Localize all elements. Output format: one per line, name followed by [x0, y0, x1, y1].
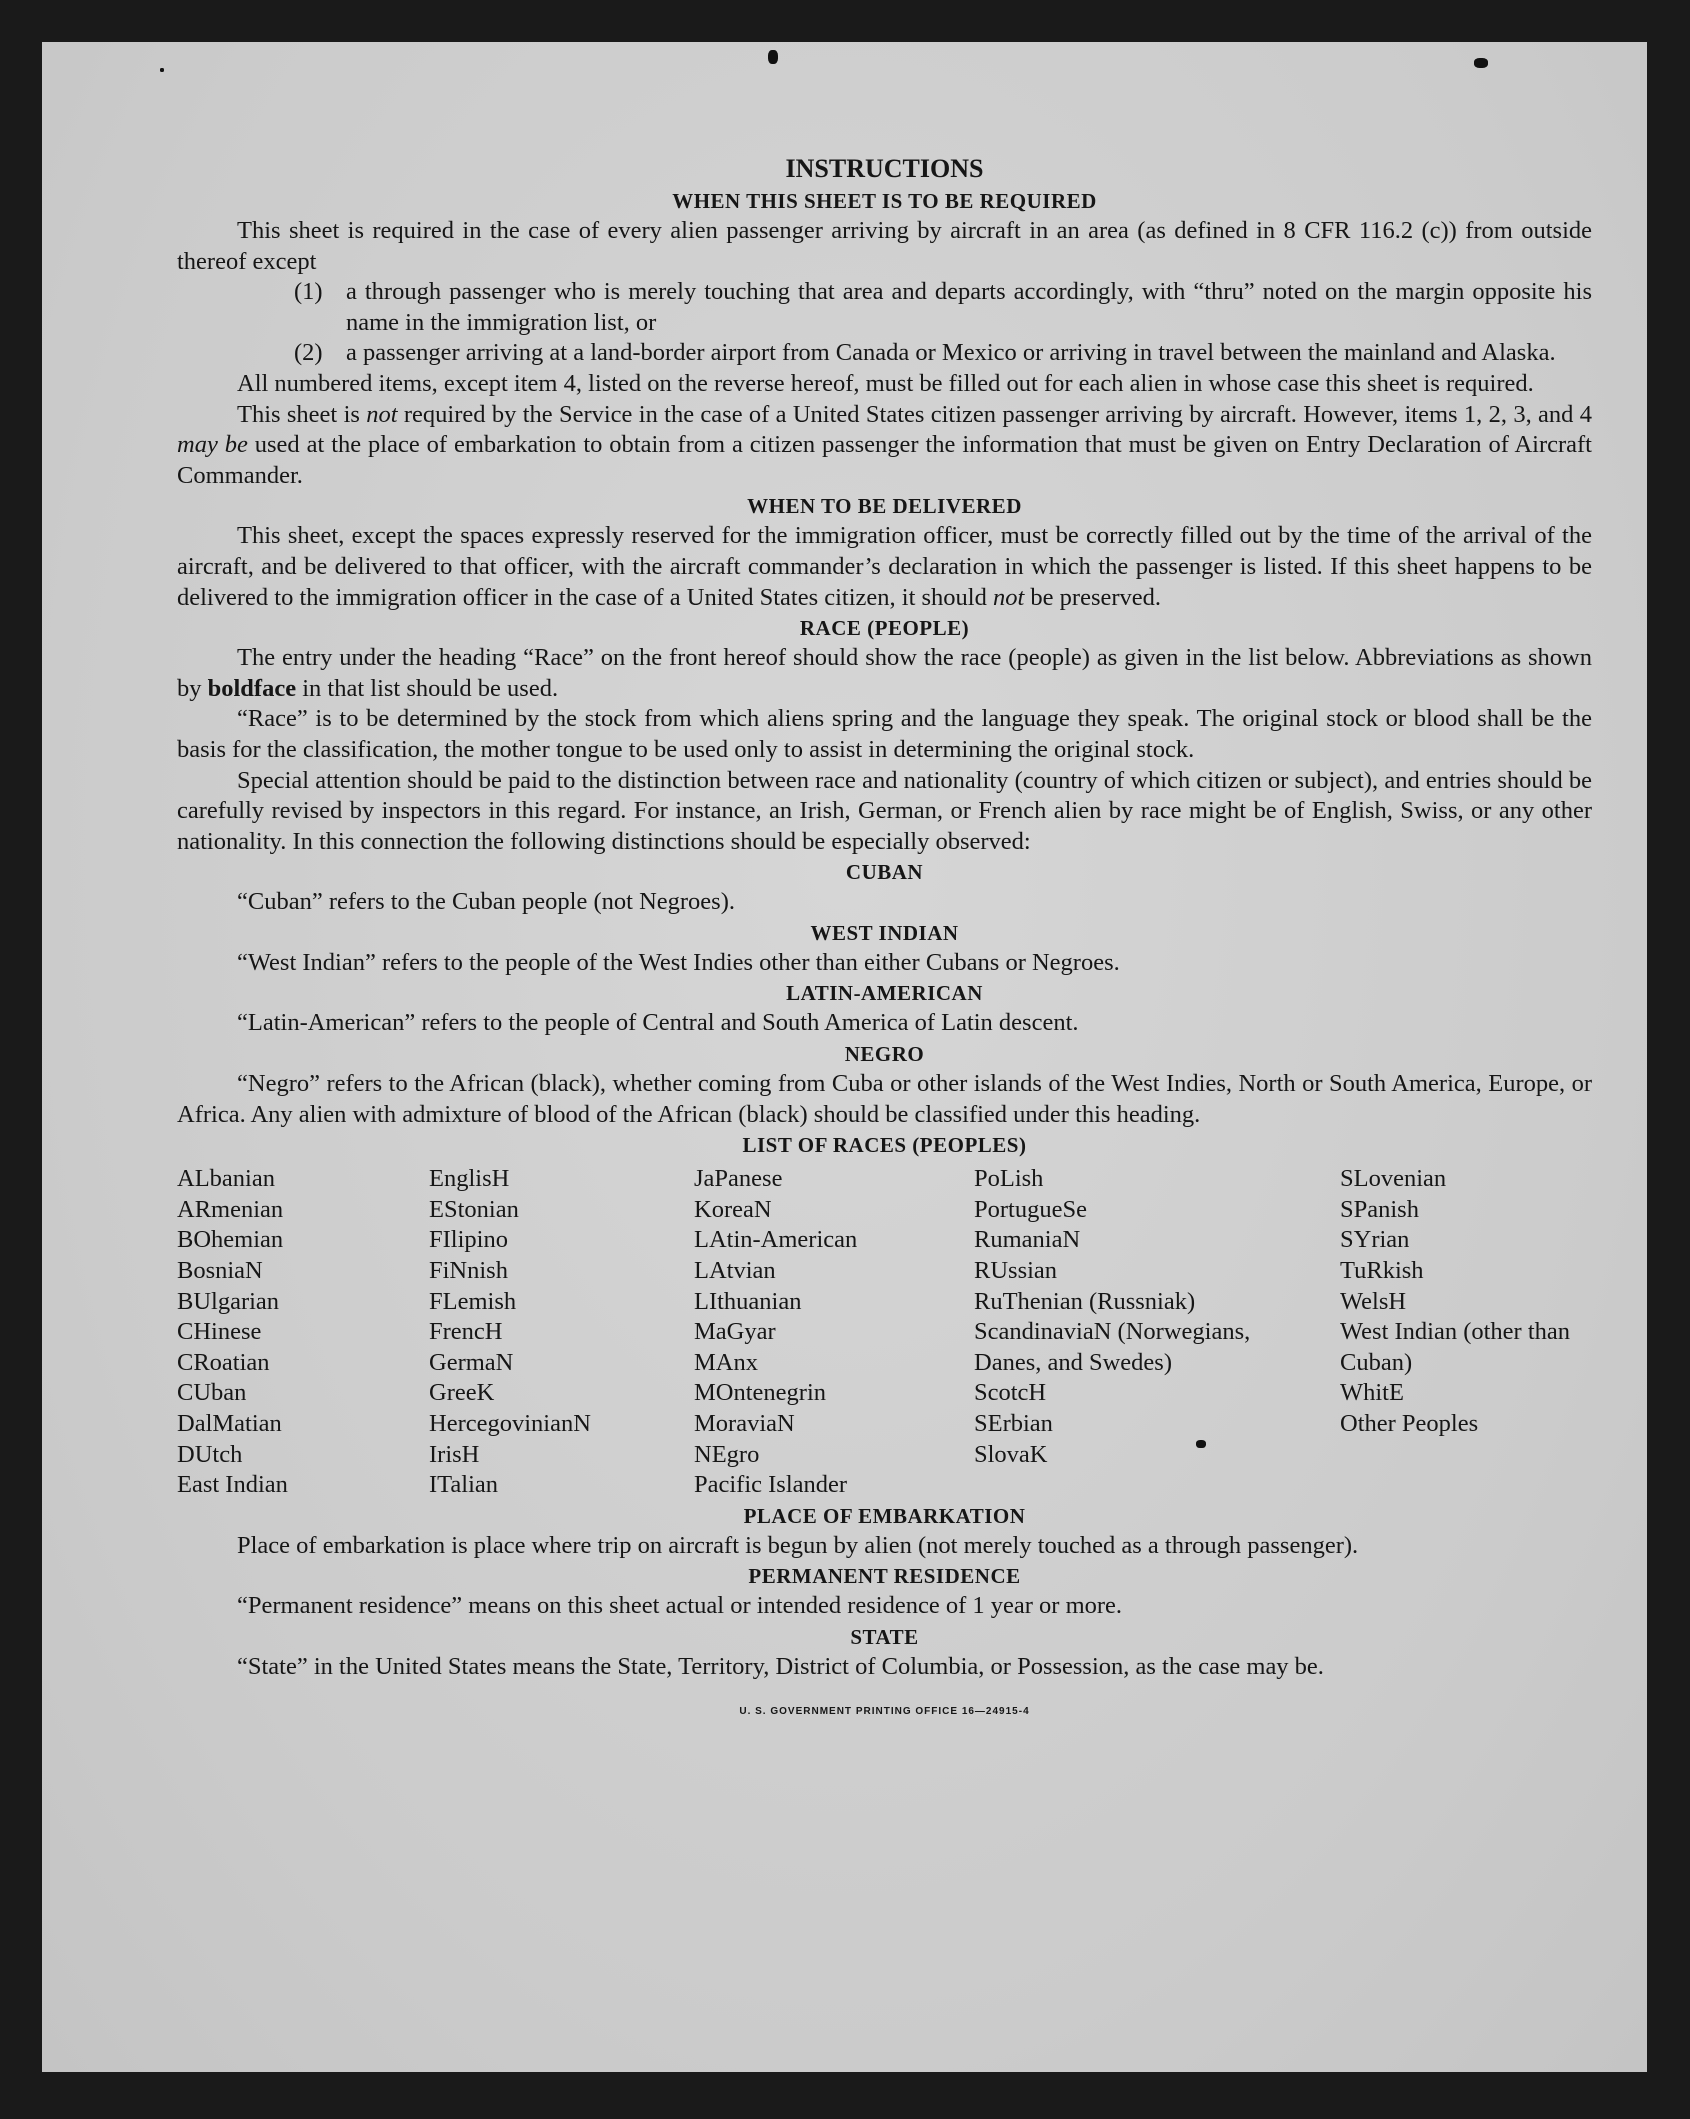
race-entry: Pacific Islander [694, 1471, 848, 1499]
race-entry: FLemish [429, 1287, 517, 1315]
race-entry: MAnx [694, 1348, 758, 1376]
negro-text: “Negro” refers to the African (black), whether coming from Cuba or other islands of the West Indies, North or South America, Europe, or Africa. Any alien with admixture of blood of the African (black) should be classified under this heading. [177, 1070, 1592, 1128]
exception-item-1 [177, 277, 1592, 338]
ink-speck [160, 68, 164, 72]
race-entry: RumaniaN [974, 1226, 1081, 1254]
section-heading-negro: NEGRO [844, 1042, 925, 1067]
race-entry: BOhemian [177, 1226, 284, 1254]
race-entry: ScandinaviaN (Norwegians, Danes, and Swedes) [974, 1318, 1251, 1376]
race-entry: ITalian [429, 1471, 499, 1499]
race-entry: WelsH [1340, 1287, 1407, 1315]
race-entry: SlovaK [974, 1440, 1048, 1468]
when-delivered-text: This sheet, except the spaces expressly reserved for the immigration officer, must be correctly filled out by the time of the arrival of the aircraft, and be delivered to that officer, with the aircraft commander’s declaration in which the passenger is listed. If this sheet happens to be delivered to the immigration officer in the case of a United States citizen, it should not be preserved. [177, 522, 1592, 611]
race-entry: PoLish [974, 1165, 1044, 1193]
race-entry: LIthuanian [694, 1287, 802, 1315]
state-text: “State” in the United States means the State, Territory, District of Columbia, or Possession, as the case may be. [237, 1652, 1324, 1680]
race-para-3: Special attention should be paid to the distinction between race and nationality (country of which citizen or subject), and entries should be carefully revised by inspectors in this regard. For instance, an Irish, German, or French alien by race might be of English, Swiss, or any other nationality. In this connection the following distinctions should be especially observed: [177, 766, 1592, 855]
race-entry: LAtin-American [694, 1226, 858, 1254]
exception-text: a through passenger who is merely touching that area and departs accordingly, with “thru” noted on the margin opposite his name in the immigration list, or [346, 278, 1592, 336]
race-entry: IrisH [429, 1440, 480, 1468]
race-entry: EnglisH [429, 1165, 510, 1193]
race-entry: FrencH [429, 1318, 503, 1346]
race-entry: TuRkish [1340, 1257, 1424, 1285]
residence-text: “Permanent residence” means on this sheet actual or intended residence of 1 year or more. [237, 1592, 1123, 1620]
when-required-para-items: All numbered items, except item 4, listed on the reverse hereof, must be filled out for each alien in whose case this sheet is required. [237, 369, 1534, 397]
west-indian-text: “West Indian” refers to the people of the West Indies other than either Cubans or Negroes. [237, 948, 1120, 976]
exception-number: (2) [294, 339, 323, 367]
page-title: INSTRUCTIONS [785, 154, 984, 183]
races-list [177, 1164, 1592, 1501]
race-entry: SLovenian [1340, 1165, 1447, 1193]
when-required-intro: This sheet is required in the case of every alien passenger arriving by aircraft in an area (as defined in 8 CFR 116.2 (c)) from outside thereof except [177, 217, 1592, 275]
section-heading-when-delivered: WHEN TO BE DELIVERED [747, 494, 1022, 519]
instructions-content [177, 152, 1592, 1727]
race-entry: FiNnish [429, 1257, 508, 1285]
ink-speck [1474, 58, 1488, 68]
race-entry: CRoatian [177, 1348, 270, 1376]
race-entry: ScotcH [974, 1379, 1047, 1407]
race-entry: RUssian [974, 1257, 1058, 1285]
race-entry: WhitE [1340, 1379, 1404, 1407]
exception-text: a passenger arriving at a land-border airport from Canada or Mexico or arriving in travel between the mainland and Alaska. [346, 339, 1556, 367]
section-heading-race: RACE (PEOPLE) [799, 616, 970, 641]
section-heading-west-indian: WEST INDIAN [810, 920, 959, 945]
races-column-3 [694, 1164, 974, 1501]
race-entry: BosniaN [177, 1257, 263, 1285]
race-entry: Other Peoples [1340, 1410, 1479, 1437]
race-entry: ARmenian [177, 1195, 284, 1223]
race-entry: EStonian [429, 1195, 519, 1223]
race-entry: KoreaN [694, 1195, 772, 1223]
races-column-2 [429, 1164, 694, 1501]
when-required-para-citizen: This sheet is not required by the Service in the case of a United States citizen passenger arriving by aircraft. However, items 1, 2, 3, and 4 may be used at the place of embarkation to obtain from a citizen passenger the information that must be given on Entry Declaration of Aircraft Commander. [177, 400, 1592, 489]
race-entry: GermaN [429, 1348, 514, 1376]
race-entry: CUban [177, 1379, 247, 1407]
race-entry: HercegovinianN [429, 1410, 591, 1437]
section-heading-list-of-races: LIST OF RACES (PEOPLES) [742, 1133, 1027, 1158]
race-entry: MaGyar [694, 1318, 776, 1346]
race-entry: SErbian [974, 1410, 1053, 1437]
races-column-1 [177, 1164, 429, 1501]
printing-office-footer: U. S. GOVERNMENT PRINTING OFFICE 16—24915-4 [739, 1705, 1030, 1717]
race-entry: FIlipino [429, 1226, 508, 1254]
races-column-5 [1340, 1164, 1592, 1501]
section-heading-latin-american: LATIN-AMERICAN [786, 981, 983, 1006]
exception-item-2 [177, 338, 1592, 369]
section-heading-residence: PERMANENT RESIDENCE [748, 1564, 1021, 1589]
section-heading-when-required: WHEN THIS SHEET IS TO BE REQUIRED [672, 189, 1097, 213]
race-para-2: “Race” is to be determined by the stock from which aliens spring and the language they speak. The original stock or blood shall be the basis for the classification, the mother tongue to be used only to assist in determining the original stock. [177, 705, 1592, 763]
section-heading-embarkation: PLACE OF EMBARKATION [743, 1503, 1026, 1528]
race-entry: LAtvian [694, 1257, 776, 1285]
section-heading-state: STATE [850, 1624, 919, 1649]
race-entry: East Indian [177, 1471, 288, 1499]
races-column-4 [974, 1164, 1340, 1501]
race-entry: GreeK [429, 1379, 495, 1407]
cuban-text: “Cuban” refers to the Cuban people (not Negroes). [237, 888, 735, 916]
document-sheet [42, 42, 1647, 2072]
race-entry: CHinese [177, 1318, 262, 1346]
ink-speck [768, 50, 778, 64]
race-entry: ALbanian [177, 1165, 275, 1193]
exception-number: (1) [294, 278, 323, 306]
race-entry: MoraviaN [694, 1410, 795, 1437]
race-entry: PortugueSe [974, 1195, 1087, 1223]
race-entry: West Indian (other than Cuban) [1340, 1318, 1571, 1376]
section-heading-cuban: CUBAN [845, 860, 924, 885]
race-entry: RuThenian (Russniak) [974, 1287, 1196, 1315]
race-entry: DalMatian [177, 1410, 282, 1437]
race-para-1: The entry under the heading “Race” on the front hereof should show the race (people) as given in the list below. Abbreviations as shown by boldface in that list should be used. [177, 644, 1592, 702]
race-entry: JaPanese [694, 1165, 783, 1193]
race-entry: DUtch [177, 1440, 243, 1468]
race-entry: BUlgarian [177, 1287, 280, 1315]
race-entry: MOntenegrin [694, 1379, 826, 1407]
race-entry: NEgro [694, 1440, 760, 1468]
latin-american-text: “Latin-American” refers to the people of Central and South America of Latin descent. [237, 1009, 1079, 1037]
race-entry: SYrian [1340, 1226, 1410, 1254]
embarkation-text: Place of embarkation is place where trip on aircraft is begun by alien (not merely touched as a through passenger). [237, 1531, 1359, 1559]
race-entry: SPanish [1340, 1195, 1419, 1223]
